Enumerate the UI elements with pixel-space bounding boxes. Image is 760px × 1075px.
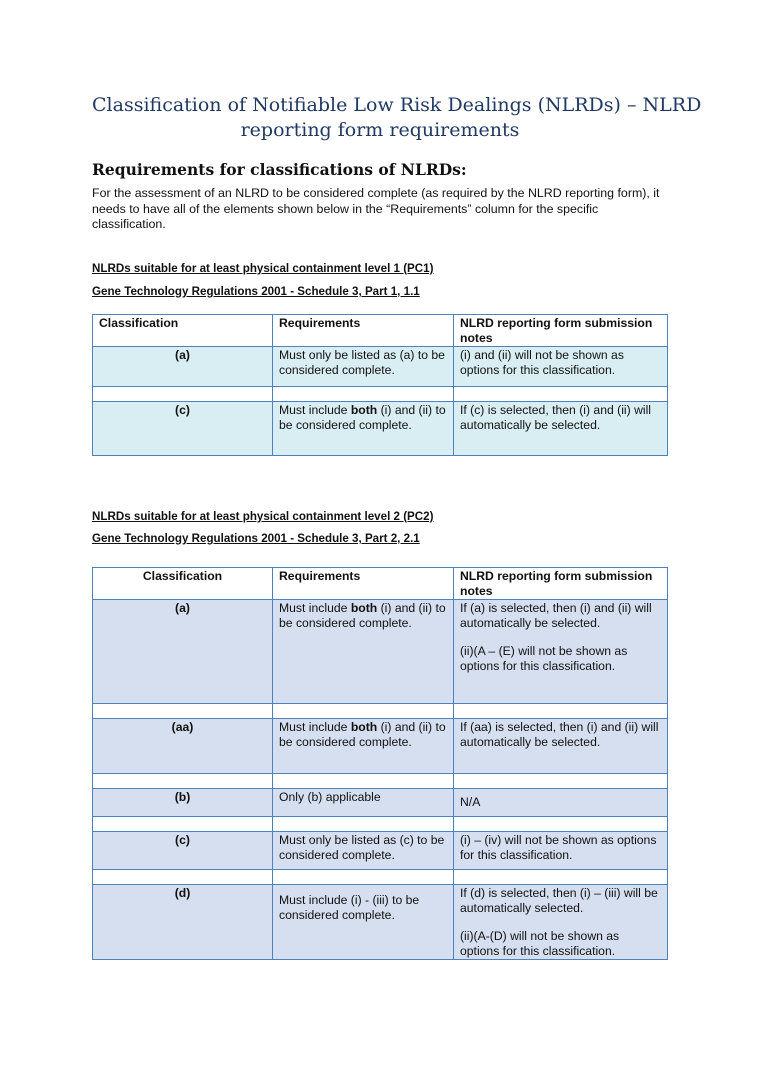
title-line-2: reporting form requirements [240,119,520,141]
requirements-text: Must include (i) - (iii) to be considered complete. [279,893,420,922]
classification-cell: (b) [93,789,273,817]
table-header-row [93,315,668,347]
notes-text: If (a) is selected, then (i) and (ii) will automatically be selected. [460,601,652,630]
requirements-text: Must include [279,720,351,734]
header-notes: NLRD reporting form submission notes [454,568,668,600]
header-classification: Classification [93,568,273,600]
notes-text: If (d) is selected, then (i) – (iii) will be automatically selected. [460,886,658,915]
requirements-text: (i) and (ii) to be considered complete. [279,601,446,630]
notes-cell [454,719,668,774]
classification-cell: (d) [93,885,273,960]
pc2-table [92,567,668,960]
page-title [92,93,702,143]
requirements-text: Must only be listed as (c) to be considered complete. [279,833,445,862]
table-row [93,789,668,817]
requirements-emphasis: both [350,601,378,615]
requirements-cell [273,832,454,870]
classification-cell: (a) [93,347,273,387]
requirements-text: Must include [279,403,351,417]
notes-cell [454,347,668,387]
notes-text: (ii)(A-(D) will not be shown as options for this classification. [460,929,620,958]
spacer-row [93,817,668,832]
notes-text: If (aa) is selected, then (i) and (ii) will automatically be selected. [460,720,659,749]
pc1-subtitle: NLRDs suitable for at least physical containment level 1 (PC1) [92,262,434,275]
table-row [93,347,668,387]
requirements-cell [273,885,454,960]
spacer-row [93,704,668,719]
requirements-text: Must include [279,601,351,615]
requirements-text: Must only be listed as (a) to be considered complete. [279,348,445,377]
table-row [93,402,668,456]
spacer-row [93,774,668,789]
notes-text: (i) and (ii) will not be shown as options for this classification. [460,348,624,377]
header-requirements: Requirements [273,568,454,600]
notes-cell [454,600,668,704]
requirements-text: (i) and (ii) to be considered complete. [279,403,446,432]
requirements-cell [273,789,454,817]
requirements-text: Only (b) applicable [279,790,381,804]
pc2-regulation: Gene Technology Regulations 2001 - Schedule 3, Part 2, 2.1 [92,532,420,545]
pc2-subtitle: NLRDs suitable for at least physical containment level 2 (PC2) [92,510,434,523]
header-requirements: Requirements [273,315,454,347]
classification-cell: (a) [93,600,273,704]
notes-cell [454,789,668,817]
classification-cell: (c) [93,832,273,870]
notes-text: (i) – (iv) will not be shown as options for this classification. [460,833,657,862]
title-line-1: Classification of Notifiable Low Risk Dealings (NLRDs) – NLRD [92,94,702,116]
spacer-row [93,870,668,885]
requirements-emphasis: both [350,720,378,734]
requirements-cell [273,719,454,774]
requirements-cell [273,402,454,456]
notes-text: N/A [460,795,481,810]
notes-cell [454,402,668,456]
table-header-row [93,568,668,600]
pc1-table [92,314,668,456]
requirements-cell [273,347,454,387]
classification-cell: (c) [93,402,273,456]
notes-text: If (c) is selected, then (i) and (ii) will automatically be selected. [460,403,651,432]
requirements-cell [273,600,454,704]
requirements-emphasis: both [350,403,378,417]
notes-cell [454,885,668,960]
notes-cell [454,832,668,870]
header-notes: NLRD reporting form submission notes [454,315,668,347]
section-heading: Requirements for classifications of NLRDs: [92,160,467,179]
table-row [93,600,668,704]
notes-text: (ii)(A – (E) will not be shown as options for this classification. [460,644,628,673]
table-row [93,832,668,870]
pc1-regulation: Gene Technology Regulations 2001 - Schedule 3, Part 1, 1.1 [92,285,420,298]
header-classification: Classification [93,315,273,347]
table-row [93,719,668,774]
requirements-text: (i) and (ii) to be considered complete. [279,720,446,749]
table-row [93,885,668,960]
classification-cell: (aa) [93,719,273,774]
spacer-row [93,387,668,402]
intro-paragraph: For the assessment of an NLRD to be considered complete (as required by the NLRD reporting form), it needs to have all of the elements shown below in the “Requirements” column for the specific classification. [92,186,660,231]
